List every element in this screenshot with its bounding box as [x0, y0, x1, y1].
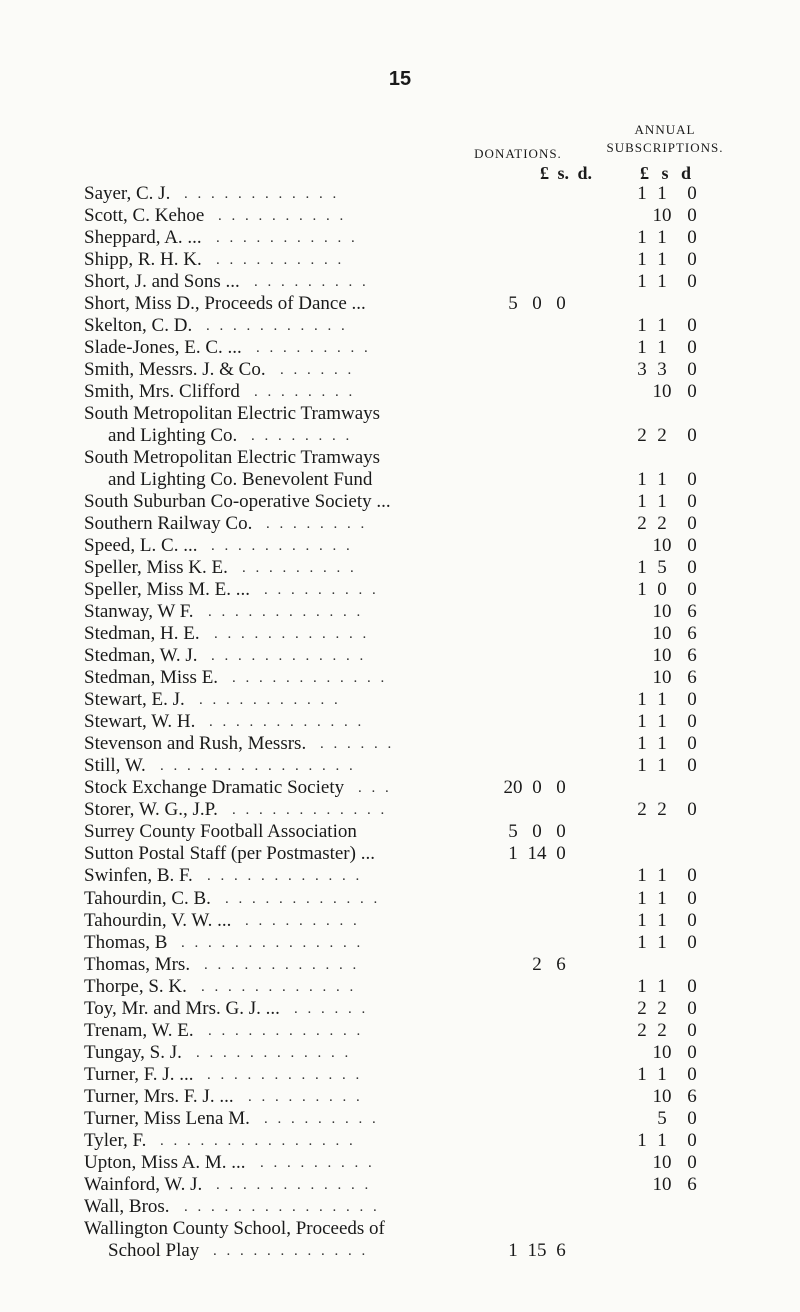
list-item: [84, 1130, 734, 1152]
annual-subscription-amount: 1: [637, 755, 647, 777]
annual-subscription-amount: 1: [657, 469, 667, 491]
list-item: [84, 998, 734, 1020]
list-item: [84, 1086, 734, 1108]
list-item: [84, 1174, 734, 1196]
list-item: [84, 667, 734, 689]
list-item: [84, 1064, 734, 1086]
annual-subscription-amount: 1: [637, 865, 647, 887]
annual-subscription-amount: 0: [687, 359, 697, 381]
annual-subscription-amount: 2: [657, 425, 667, 447]
leader-dots: . . . . . . . . . . .: [206, 318, 348, 335]
annual-subscription-amount: 0: [687, 689, 697, 711]
annual-subscription-amount: 0: [687, 1107, 697, 1129]
annual-subscription-amount: 2: [657, 799, 667, 821]
leader-dots: . . . . . . . . . . . .: [204, 956, 360, 973]
list-item: [84, 843, 734, 865]
subscriber-name: Still, W.: [84, 755, 146, 777]
annual-subscription-amount: 1: [637, 227, 647, 249]
annual-subscription-amount: 0: [687, 469, 697, 491]
leader-dots: . . . . . . . .: [254, 384, 356, 401]
annual-subscription-amount: 0: [687, 997, 697, 1019]
annual-subscription-amount: 1: [637, 271, 647, 293]
annual-subscription-amount: 1: [637, 469, 647, 491]
subscriber-name: Speller, Miss K. E.: [84, 557, 228, 579]
subscriber-name: Wall, Bros.: [84, 1195, 170, 1217]
subscriber-name: Wainford, W. J.: [84, 1173, 203, 1195]
annual-subscription-amount: 1: [637, 315, 647, 337]
annual-subscription-amount: 1: [657, 931, 667, 953]
annual-subscription-amount: 1: [657, 909, 667, 931]
subscriber-name: Smith, Mrs. Clifford: [84, 381, 240, 403]
annual-subscription-amount: 1: [637, 689, 647, 711]
donation-amount: 0: [556, 777, 566, 799]
list-item: [84, 799, 734, 821]
leader-dots: . . . . . . . . . . . .: [213, 1242, 369, 1259]
annual-subscription-amount: 0: [687, 491, 697, 513]
subscriber-name: Skelton, C. D.: [84, 315, 193, 337]
annual-subscription-amount: 0: [687, 799, 697, 821]
list-item: [84, 381, 734, 403]
leader-dots: . . . . . . . . .: [264, 1110, 379, 1127]
list-item: [84, 447, 734, 469]
list-item: [84, 337, 734, 359]
donation-amount: 1: [508, 1239, 518, 1261]
annual-subscription-amount: 10: [652, 1173, 672, 1195]
annual-subscription-amount: 6: [687, 645, 697, 667]
list-item: [84, 888, 734, 910]
annual-subscription-amount: 0: [657, 579, 667, 601]
leader-dots: . . . . . . . . . . . .: [232, 670, 388, 687]
list-item: [84, 865, 734, 887]
list-item: [84, 425, 734, 447]
annual-subscription-amount: 1: [657, 689, 667, 711]
list-item: [84, 623, 734, 645]
subscriber-name: Short, Miss D., Proceeds of Dance ...: [84, 293, 366, 315]
list-item: [84, 359, 734, 381]
annual-subscription-amount: 2: [637, 1019, 647, 1041]
annual-subscription-amount: 6: [687, 601, 697, 623]
subscriber-name: Stevenson and Rush, Messrs.: [84, 733, 307, 755]
annual-subscription-amount: 10: [652, 667, 672, 689]
annual-subscription-amount: 2: [637, 513, 647, 535]
list-item: [84, 733, 734, 755]
list-item: [84, 601, 734, 623]
leader-dots: . . . . . . . . . . . .: [184, 186, 340, 202]
list-item: [84, 777, 734, 799]
subscriber-name: Turner, F. J. ...: [84, 1063, 194, 1085]
annual-subscription-amount: 1: [637, 249, 647, 271]
subscriber-name: School Play: [108, 1239, 200, 1261]
subscriber-name: South Metropolitan Electric Tramways: [84, 403, 381, 425]
donation-amount: 0: [532, 821, 542, 843]
subscriber-name: Turner, Mrs. F. J. ...: [84, 1085, 234, 1107]
annual-subscription-amount: 1: [657, 711, 667, 733]
annual-subscription-amount: 0: [687, 909, 697, 931]
subscriber-list: [84, 183, 734, 1262]
annual-subscription-amount: 10: [652, 645, 672, 667]
annual-subscription-amount: 0: [687, 381, 697, 403]
annual-subscription-amount: 1: [637, 1129, 647, 1151]
annual-subscription-amount: 0: [687, 865, 697, 887]
annual-subscription-amount: 3: [657, 359, 667, 381]
subscriber-name: Sheppard, A. ...: [84, 227, 202, 249]
donation-amount: 0: [556, 821, 566, 843]
list-item: [84, 293, 734, 315]
annual-subscription-amount: 1: [657, 865, 667, 887]
list-item: [84, 711, 734, 733]
leader-dots: . . . . . . . . .: [254, 274, 369, 291]
leader-dots: . . . . . . . .: [266, 516, 368, 533]
subscriber-name: Sutton Postal Staff (per Postmaster) ...: [84, 843, 375, 865]
annual-subscription-amount: 10: [652, 601, 672, 623]
annual-subscription-amount: 0: [687, 315, 697, 337]
leader-dots: . . . . . . . . . .: [216, 252, 345, 269]
subscriber-name: and Lighting Co.: [108, 425, 238, 447]
leader-dots: . . . . . . . . .: [264, 582, 379, 599]
subscriber-name: Smith, Messrs. J. & Co.: [84, 359, 266, 381]
annual-subscription-amount: 6: [687, 1085, 697, 1107]
subscriber-name: South Metropolitan Electric Tramways: [84, 447, 381, 469]
subscriber-name: Shipp, R. H. K.: [84, 249, 202, 271]
subscriber-name: Swinfen, B. F.: [84, 865, 193, 887]
annual-subscription-amount: 1: [637, 557, 647, 579]
leader-dots: . . . . . . . . . . . .: [209, 714, 365, 731]
annual-subscription-amount: 1: [637, 733, 647, 755]
leader-dots: . . . . . .: [294, 1000, 369, 1017]
subscriber-name: Tahourdin, V. W. ...: [84, 909, 232, 931]
list-item: [84, 183, 734, 205]
annual-subscription-amount: 1: [657, 337, 667, 359]
leader-dots: . . . . . . . . . . . .: [196, 1044, 352, 1061]
subscriber-name: Scott, C. Kehoe: [84, 205, 205, 227]
leader-dots: . . . . . . . .: [251, 428, 353, 445]
subscriber-name: Stedman, H. E.: [84, 623, 200, 645]
list-item: [84, 1218, 734, 1240]
annual-subscription-amount: 1: [657, 733, 667, 755]
subscriber-name: Speller, Miss M. E. ...: [84, 579, 251, 601]
list-item: [84, 932, 734, 954]
donation-amount: 20: [503, 777, 523, 799]
leader-dots: . . . . . . . . . . . .: [216, 1176, 372, 1193]
list-item: [84, 976, 734, 998]
donation-amount: 0: [532, 293, 542, 315]
leader-dots: . . . . . . . . . . . .: [232, 802, 388, 819]
leader-dots: . . . . . . . . . . . .: [208, 604, 364, 621]
annual-subscription-amount: 6: [687, 623, 697, 645]
list-item: [84, 469, 734, 491]
leader-dots: . . . . . . . . . . . .: [208, 1022, 364, 1039]
annual-subscription-amount: 1: [657, 271, 667, 293]
donation-amount: 2: [532, 953, 542, 975]
list-item: [84, 535, 734, 557]
list-item: [84, 821, 734, 843]
list-item: [84, 910, 734, 932]
annual-subscription-amount: 1: [637, 1063, 647, 1085]
list-item: [84, 1042, 734, 1064]
list-item: [84, 227, 734, 249]
subscriber-name: Upton, Miss A. M. ...: [84, 1151, 246, 1173]
annual-subscription-amount: 2: [657, 513, 667, 535]
subscriber-name: Thomas, Mrs.: [84, 953, 191, 975]
donation-amount: 0: [556, 843, 566, 865]
subscriber-name: and Lighting Co. Benevolent Fund: [108, 469, 373, 491]
donation-amount: 1: [508, 843, 518, 865]
list-item: [84, 1020, 734, 1042]
list-item: [84, 645, 734, 667]
page-number: 15: [388, 68, 412, 90]
annual-subscription-amount: 1: [637, 337, 647, 359]
annual-subscription-amount: 1: [657, 887, 667, 909]
annual-subscription-amount: 1: [637, 931, 647, 953]
list-item: [84, 315, 734, 337]
subscriber-name: Short, J. and Sons ...: [84, 271, 240, 293]
annual-subscription-amount: 1: [637, 975, 647, 997]
annual-subscription-amount: 2: [657, 997, 667, 1019]
annual-subscription-amount: 0: [687, 733, 697, 755]
leader-dots: . . . . . .: [320, 736, 395, 753]
subscriber-name: Trenam, W. E.: [84, 1019, 194, 1041]
subscriber-name: Stock Exchange Dramatic Society: [84, 777, 345, 799]
annual-subscription-amount: 1: [657, 755, 667, 777]
annual-subscription-amount: 1: [657, 315, 667, 337]
leader-dots: . . . . . . . . . .: [218, 208, 347, 225]
annual-subscription-amount: 10: [652, 1151, 672, 1173]
annual-subscription-amount: 3: [637, 359, 647, 381]
annual-subscription-amount: 1: [637, 909, 647, 931]
annual-subscription-amount: 1: [657, 249, 667, 271]
annual-subscription-amount: 0: [687, 183, 697, 204]
donation-amount: 14: [527, 843, 547, 865]
annual-subscription-amount: 2: [637, 997, 647, 1019]
leader-dots: . . . . . . . . .: [248, 1088, 363, 1105]
leader-dots: . . . . . . . . . . .: [211, 538, 353, 555]
subscriber-name: Wallington County School, Proceeds of: [84, 1217, 385, 1239]
leader-dots: . . . . . . . . .: [242, 560, 357, 577]
donation-amount: 5: [508, 293, 518, 315]
donations-header: DONATIONS.: [474, 146, 562, 161]
annual-subscription-amount: 1: [657, 491, 667, 513]
annual-subscription-amount: 1: [637, 887, 647, 909]
annual-subscription-amount: 0: [687, 425, 697, 447]
annual-subscription-amount: 0: [687, 1129, 697, 1151]
leader-dots: . . . . . . . . . . .: [216, 230, 358, 247]
annual-subscription-amount: 0: [687, 535, 697, 557]
annual-subscription-amount: 10: [652, 1041, 672, 1063]
subscriber-name: Sayer, C. J.: [84, 183, 171, 204]
annual-subscription-amount: 2: [637, 425, 647, 447]
annual-subscription-amount: 5: [657, 1107, 667, 1129]
list-item: [84, 403, 734, 425]
leader-dots: . . . . . . . . .: [256, 340, 371, 357]
annual-subscription-amount: 1: [657, 227, 667, 249]
annual-subscription-amount: 0: [687, 755, 697, 777]
subscriber-name: South Suburban Co-operative Society ...: [84, 491, 391, 513]
annual-subscription-amount: 0: [687, 711, 697, 733]
list-item: [84, 1196, 734, 1218]
list-item: [84, 954, 734, 976]
subscriber-name: Slade-Jones, E. C. ...: [84, 337, 242, 359]
leader-dots: . . . . . . . . .: [245, 912, 360, 929]
annual-subscription-amount: 6: [687, 1173, 697, 1195]
list-item: [84, 1240, 734, 1262]
annual-subscription-amount: 2: [657, 1019, 667, 1041]
annual-subscription-amount: 10: [652, 623, 672, 645]
donation-amount: 6: [556, 953, 566, 975]
annual-subscription-amount: 1: [657, 1063, 667, 1085]
subscriber-name: Southern Railway Co.: [84, 513, 253, 535]
leader-dots: . . .: [358, 780, 392, 797]
annual-subscription-amount: 1: [657, 975, 667, 997]
annual-subscription-amount: 0: [687, 1041, 697, 1063]
subscriber-name: Toy, Mr. and Mrs. G. J. ...: [84, 997, 280, 1019]
donation-amount: 15: [527, 1239, 547, 1261]
annual-units-header: £ s d: [640, 163, 692, 183]
donation-amount: 0: [532, 777, 542, 799]
annual-subscription-amount: 0: [687, 579, 697, 601]
subscriber-name: Thomas, B: [84, 931, 168, 953]
donation-amount: 0: [556, 293, 566, 315]
leader-dots: . . . . . . . . . . . .: [207, 1066, 363, 1083]
leader-dots: . . . . . . . . .: [260, 1154, 375, 1171]
list-item: [84, 557, 734, 579]
annual-subscription-amount: 0: [687, 271, 697, 293]
list-item: [84, 689, 734, 711]
list-item: [84, 755, 734, 777]
list-item: [84, 271, 734, 293]
annual-subscription-amount: 1: [637, 579, 647, 601]
annual-subscription-amount: 6: [687, 667, 697, 689]
subscriber-name: Tungay, S. J.: [84, 1041, 182, 1063]
subscriber-name: Turner, Miss Lena M.: [84, 1107, 250, 1129]
list-item: [84, 491, 734, 513]
leader-dots: . . . . . . . . . . . . . . .: [184, 1198, 380, 1215]
leader-dots: . . . . . . . . . . . . . . .: [160, 758, 356, 775]
subscriber-name: Storer, W. G., J.P.: [84, 799, 218, 821]
annual-subscription-amount: 0: [687, 931, 697, 953]
donations-units-header: £ s. d.: [540, 163, 593, 183]
leader-dots: . . . . . . . . . . . .: [201, 978, 357, 995]
subscriber-name: Surrey County Football Association: [84, 821, 357, 843]
leader-dots: . . . . . . . . . . . . . . .: [160, 1132, 356, 1149]
donation-amount: 5: [508, 821, 518, 843]
annual-subscription-amount: 0: [687, 887, 697, 909]
leader-dots: . . . . . . . . . . .: [199, 692, 341, 709]
leader-dots: . . . . . . . . . . . .: [207, 868, 363, 885]
annual-subscription-amount: 0: [687, 975, 697, 997]
subscriber-name: Tahourdin, C. B.: [84, 887, 211, 909]
leader-dots: . . . . . . . . . . . .: [225, 890, 381, 907]
annual-subscription-amount: 0: [687, 337, 697, 359]
annual-subscription-amount: 10: [652, 535, 672, 557]
annual-subscription-amount: 1: [637, 491, 647, 513]
leader-dots: . . . . . . . . . . . .: [214, 626, 370, 643]
annual-subscription-amount: 2: [637, 799, 647, 821]
annual-subscriptions-header: ANNUAL SUBSCRIPTIONS.: [606, 122, 724, 155]
annual-subscription-amount: 0: [687, 1063, 697, 1085]
subscriber-name: Speed, L. C. ...: [84, 535, 198, 557]
subscriber-name: Thorpe, S. K.: [84, 975, 187, 997]
subscriber-name: Tyler, F.: [84, 1129, 147, 1151]
annual-subscription-amount: 0: [687, 249, 697, 271]
list-item: [84, 1152, 734, 1174]
subscriber-name: Stanway, W F.: [84, 601, 194, 623]
subscriber-name: Stewart, E. J.: [84, 689, 185, 711]
annual-subscription-amount: 0: [687, 557, 697, 579]
subscriber-name: Stedman, Miss E.: [84, 667, 219, 689]
subscriber-name: Stewart, W. H.: [84, 711, 196, 733]
annual-subscription-amount: 0: [687, 1151, 697, 1173]
annual-subscription-amount: 0: [687, 513, 697, 535]
annual-subscription-amount: 1: [637, 183, 647, 204]
leader-dots: . . . . . . . . . . . . . .: [181, 934, 364, 951]
annual-subscription-amount: 0: [687, 1019, 697, 1041]
list-item: [84, 513, 734, 535]
leader-dots: . . . . . . . . . . . .: [211, 648, 367, 665]
subscriber-name: Stedman, W. J.: [84, 645, 198, 667]
list-item: [84, 579, 734, 601]
annual-subscription-amount: 5: [657, 557, 667, 579]
donation-amount: 6: [556, 1239, 566, 1261]
annual-subscription-amount: 10: [652, 1085, 672, 1107]
annual-subscription-amount: 0: [687, 227, 697, 249]
annual-subscription-amount: 0: [687, 205, 697, 227]
annual-subscription-amount: 1: [657, 183, 667, 204]
annual-subscription-amount: 10: [652, 381, 672, 403]
list-item: [84, 1108, 734, 1130]
annual-subscription-amount: 1: [637, 711, 647, 733]
leader-dots: . . . . . .: [280, 362, 355, 379]
list-item: [84, 249, 734, 271]
list-item: [84, 205, 734, 227]
annual-subscription-amount: 10: [652, 205, 672, 227]
annual-subscription-amount: 1: [657, 1129, 667, 1151]
